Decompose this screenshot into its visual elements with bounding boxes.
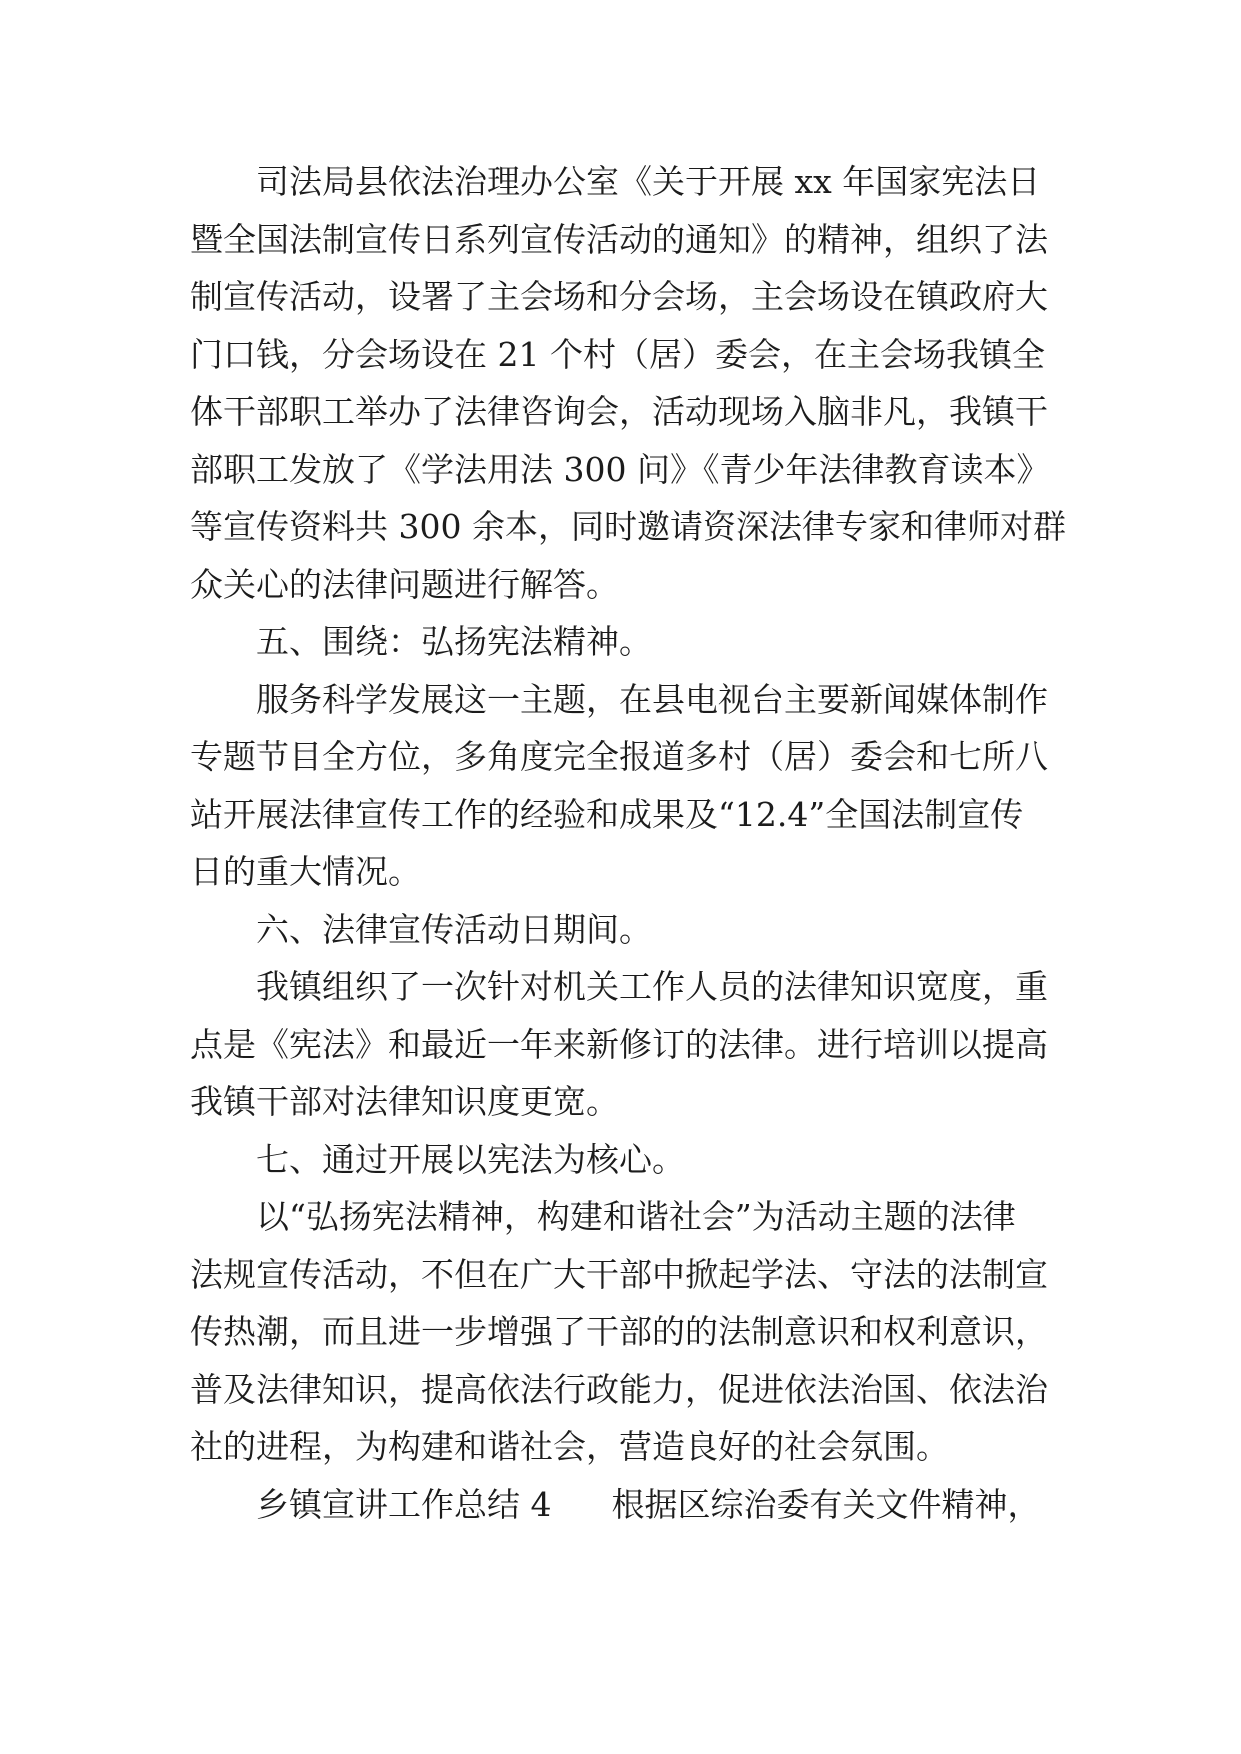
next-article-title: 乡镇宣讲工作总结 4 <box>256 1484 552 1524</box>
text-line: 以“弘扬宪法精神，构建和谐社会”为活动主题的法律 <box>256 1197 1016 1236</box>
text-line: 点是《宪法》和最近一年来新修订的法律。进行培训以提高 <box>190 1024 1048 1064</box>
section-heading: 六、法律宣传活动日期间。 <box>256 909 652 949</box>
section-heading: 五、围绕：弘扬宪法精神。 <box>256 622 652 661</box>
document-body <box>190 153 1070 1533</box>
text-line: 社的进程，为构建和谐社会，营造良好的社会氛围。 <box>190 1427 949 1466</box>
section-heading: 七、通过开展以宪法为核心。 <box>256 1139 685 1179</box>
text-line: 我镇干部对法律知识度更宽。 <box>190 1082 619 1121</box>
text-line: 等宣传资料共 300 余本，同时邀请资深法律专家和律师对群 <box>190 507 1066 546</box>
text-line: 体干部职工举办了法律咨询会，活动现场入脑非凡，我镇干 <box>190 392 1048 431</box>
text-line: 普及法律知识，提高依法行政能力，促进依法治国、依法治 <box>190 1369 1048 1409</box>
text-line: 日的重大情况。 <box>190 852 421 891</box>
text-line: 制宣传活动，设署了主会场和分会场，主会场设在镇政府大 <box>190 277 1048 316</box>
text-line: 专题节目全方位，多角度完全报道多村（居）委会和七所八 <box>190 737 1048 776</box>
text-line: 法规宣传活动，不但在广大干部中掀起学法、守法的法制宣 <box>190 1254 1048 1294</box>
text-line: 我镇组织了一次针对机关工作人员的法律知识宽度，重 <box>256 967 1048 1006</box>
text-line: 司法局县依法治理办公室《关于开展 xx 年国家宪法日 <box>256 162 1041 201</box>
text-line: 传热潮，而且进一步增强了干部的的法制意识和权利意识， <box>190 1312 1048 1351</box>
text-line <box>190 1476 1070 1534</box>
text-line: 站开展法律宣传工作的经验和成果及“12.4”全国法制宣传 <box>190 794 1024 834</box>
text-line: 部职工发放了《学法用法 300 问》《青少年法律教育读本》 <box>190 449 1050 489</box>
text-line: 门口钱，分会场设在 21 个村（居）委会，在主会场我镇全 <box>190 334 1045 374</box>
text-line: 众关心的法律问题进行解答。 <box>190 564 619 604</box>
next-article-opening: 根据区综治委有关文件精神， <box>611 1484 1041 1524</box>
text-line: 服务科学发展这一主题，在县电视台主要新闻媒体制作 <box>256 679 1048 719</box>
text-line: 暨全国法制宣传日系列宣传活动的通知》的精神，组织了法 <box>190 219 1048 259</box>
